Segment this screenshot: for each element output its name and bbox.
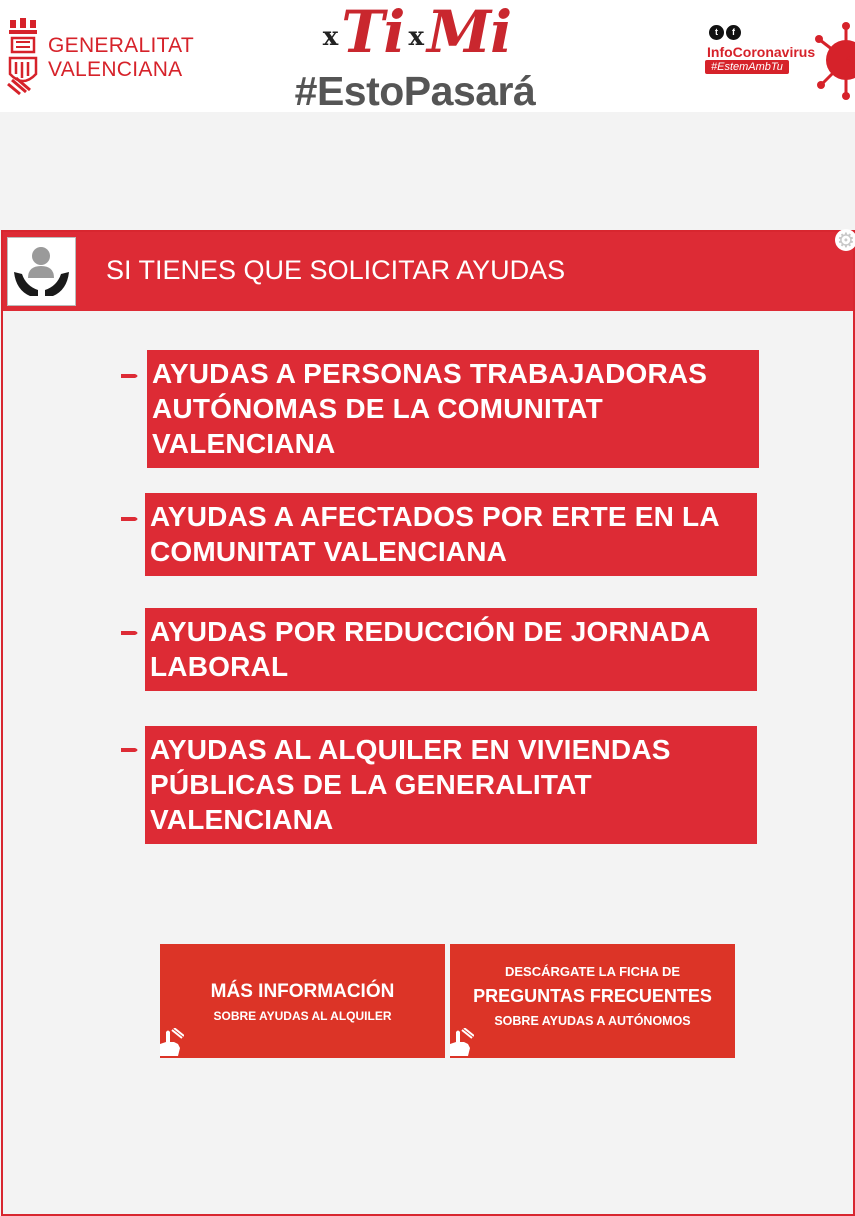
pointing-hand-icon [158,1028,184,1058]
panel-title: SI TIENES QUE SOLICITAR AYUDAS [106,255,566,285]
promo-line-3: SOBRE AYUDAS A AUTÓNOMOS [494,1014,691,1028]
virus-icon [812,16,855,102]
bullet-arrow-icon [121,514,141,524]
generalitat-logo-text [48,34,194,82]
promo-line-2: SOBRE AYUDAS AL ALQUILER [213,1009,392,1023]
aid-panel [1,230,855,1216]
aid-link-erte[interactable]: AYUDAS A AFECTADOS POR ERTE EN LA COMUNITAT VALENCIANA [145,493,757,576]
x-mark-right: x [408,22,423,52]
person-in-hands-icon [7,237,76,306]
logo-line-2: VALENCIANA [48,58,183,81]
promo-mas-informacion-alquiler[interactable] [160,944,445,1058]
promo-line-1: MÁS INFORMACIÓN [210,981,395,1002]
promo-line-2: PREGUNTAS FRECUENTES [473,986,712,1006]
bullet-arrow-icon [121,745,141,755]
pointing-hand-icon [448,1028,474,1058]
bullet-arrow-icon [121,371,141,381]
gear-icon[interactable]: ⚙ [835,229,855,251]
x-mark-left: x [322,22,338,52]
social-icons [709,20,743,40]
logo-line-1: GENERALITAT [48,34,195,57]
promo-line-1: DESCÁRGATE LA FICHA DE [504,964,681,979]
info-coronavirus-title: InfoCoronavirus [707,44,816,60]
panel-header [3,232,853,311]
facebook-icon[interactable]: f [726,25,741,40]
twitter-icon[interactable]: t [709,25,724,40]
ti-x-mi-wordmark [270,0,560,66]
bullet-arrow-icon [121,628,141,638]
aid-link-alquiler[interactable]: AYUDAS AL ALQUILER EN VIVIENDAS PÚBLICAS DE LA GENERALITAT VALENCIANA [145,726,757,844]
page-header [0,0,855,112]
generalitat-emblem-icon [6,18,40,96]
hands-person-icon [8,238,75,305]
promo-preguntas-frecuentes-autonomos[interactable] [450,944,735,1058]
info-coronavirus-tag: #EstemAmbTu [705,60,789,74]
ti-word: Ti [341,0,405,66]
mi-word: Mi [426,0,512,66]
campaign-hashtag: #EstoPasará [294,68,536,112]
campaign-logo [270,0,560,112]
generalitat-valenciana-logo[interactable] [6,18,201,98]
aid-link-reduccion-jornada[interactable]: AYUDAS POR REDUCCIÓN DE JORNADA LABORAL [145,608,757,691]
aid-link-autonomos[interactable]: AYUDAS A PERSONAS TRABAJADORAS AUTÓNOMAS DE LA COMUNITAT VALENCIANA [147,350,759,468]
info-coronavirus-logo[interactable] [702,14,855,104]
